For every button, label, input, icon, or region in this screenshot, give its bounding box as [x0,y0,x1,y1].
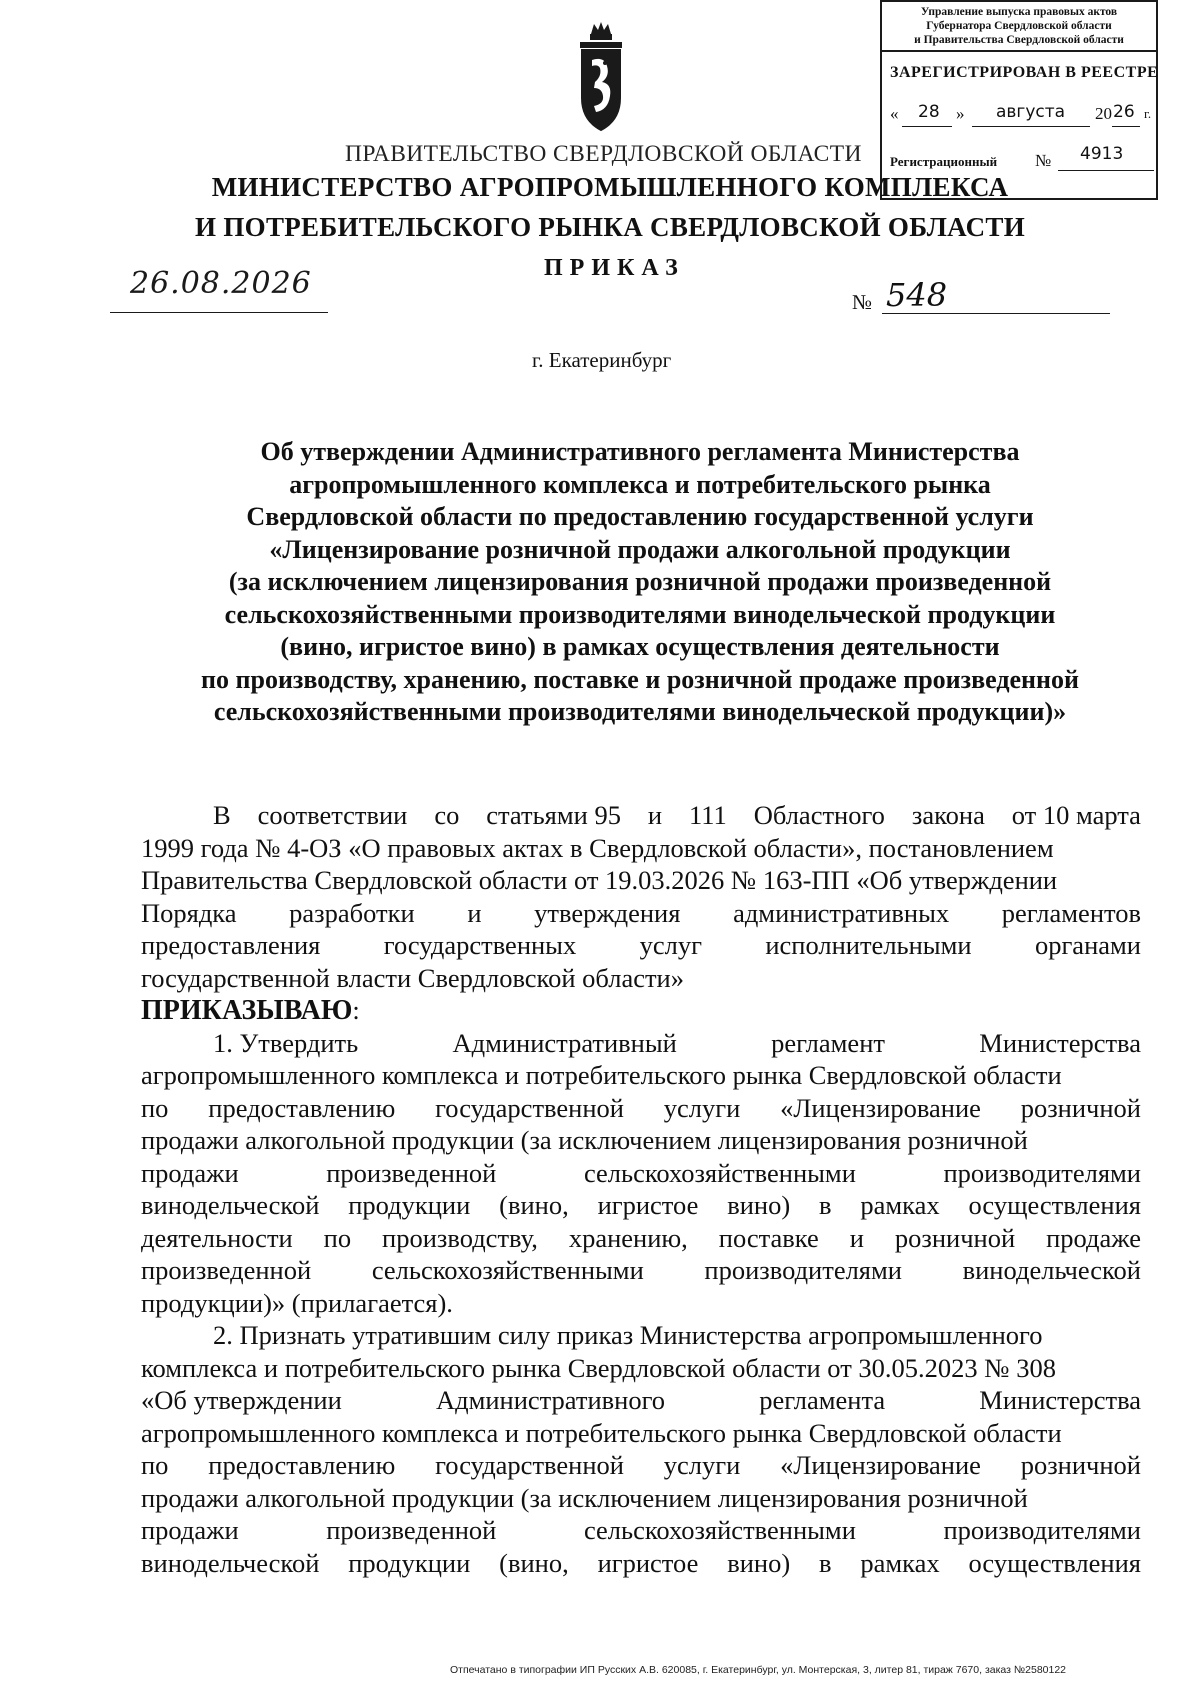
word: игристое [597,1190,699,1220]
word: услуги [663,1450,741,1480]
word: осуществления [968,1190,1141,1220]
word: предоставления [141,930,321,960]
order-word-line [141,994,1141,1027]
stamp-month: августа [996,102,1066,122]
word: Порядка [141,897,237,928]
word: осуществления [968,1547,1141,1578]
order-date: 26.08.2026 [130,266,312,301]
preamble-line [141,897,1141,930]
word: и [467,897,482,928]
stamp-reg-no-sign: № [1035,151,1052,170]
word: розничной [1020,1450,1141,1480]
item2-line [141,1384,1141,1417]
word: сельскохозяйственными [371,1255,644,1285]
item2-line: комплекса и потребительского рынка Свердловской области от 30.05.2023 № 308 [141,1352,1056,1383]
word: и [849,1222,864,1253]
word: «Об утверждении [141,1385,342,1415]
preamble-line [141,929,1141,962]
subject-line: агропромышленного комплекса и потребительского рынка [289,469,991,499]
word: продажи [141,1157,239,1188]
word: сельскохозяйственными [583,1157,856,1188]
word: «Лицензирование [780,1092,981,1123]
word: рамках [860,1547,940,1578]
word: Областного [753,800,885,830]
item2-line [141,1514,1141,1547]
stamp-header-line: и Правительства Свердловской области [914,34,1124,46]
word: регламент [771,1027,885,1058]
stamp-header-line: Губернатора Свердловской области [926,20,1112,32]
subject-line: «Лицензирование розничной продажи алкогольной продукции [269,534,1011,564]
item1-line [141,1157,1141,1190]
order-subject [160,436,1120,729]
preamble-line: государственной власти Свердловской области» [141,962,684,993]
word: от 10 марта [1011,800,1141,830]
item1-line [141,1189,1141,1222]
word: Министерства [979,1027,1141,1058]
order-body [141,799,1141,1579]
word: вино) [727,1547,791,1578]
stamp-day: 28 [918,102,940,122]
word: производству, [382,1222,538,1253]
item1-line [141,1222,1141,1255]
item1-line: продукции)» (прилагается). [141,1287,453,1318]
stamp-title: ЗАРЕГИСТРИРОВАН В РЕЕСТРЕ [890,64,1159,81]
word: предоставлению [208,1092,396,1123]
word: утверждения [534,897,681,928]
stamp-reg-number: 4913 [1080,144,1124,164]
word: по [141,1092,169,1123]
item2-line [141,1449,1141,1482]
word: органами [1034,930,1141,960]
stamp-close-quote: » [956,104,965,123]
order-word: ПРИКАЗЫВАЮ [141,995,353,1026]
word: продукции [348,1190,471,1220]
coat-of-arms-icon [574,20,628,136]
stamp-year-line [1112,126,1140,127]
word: соответствии [257,800,408,830]
subject-line: Об утверждении Административного регламента Министерства [260,437,1020,466]
ministry-name-line2: И ПОТРЕБИТЕЛЬСКОГО РЫНКА СВЕРДЛОВСКОЙ ОБЛАСТИ [194,212,1025,242]
stamp-reg-label: Регистрационный [890,154,998,169]
word: услуги [663,1092,741,1123]
stamp-year-suffix: 26 [1113,102,1135,122]
stamp-day-line [902,126,952,127]
item1-line: агропромышленного комплекса и потребительского рынка Свердловской области [141,1060,1062,1090]
word: и [647,800,663,830]
word: (вино, [499,1190,569,1220]
stamp-header-line: Управление выпуска правовых актов [920,6,1118,18]
word: государственных [383,930,577,960]
word: в [819,1547,832,1578]
word: производителями [943,1157,1141,1188]
item2-line [141,1547,1141,1580]
word: административных [733,897,950,928]
word: производителями [704,1255,902,1285]
stamp-open-quote: « [890,104,899,123]
word: винодельческой [962,1255,1141,1285]
word: предоставлению [208,1450,396,1480]
word: В [213,800,231,830]
word: (вино, [499,1547,569,1578]
word: регламентов [1001,897,1141,928]
preamble-line: Правительства Свердловской области от 19.03.2026 № 163-ПП «Об утверждении [141,865,1058,895]
stamp-date [890,102,1152,132]
word: со [434,800,460,830]
item2-line: агропромышленного комплекса и потребительского рынка Свердловской области [141,1417,1062,1448]
preamble-line [141,799,1141,832]
item1-line [141,1027,1141,1060]
word: в [819,1190,832,1220]
document-type: ПРИКАЗ [544,255,685,281]
word: розничной [1020,1092,1141,1123]
word: производителями [943,1515,1141,1545]
word: Министерства [979,1385,1141,1415]
city: г. Екатеринбург [532,348,672,372]
word: игристое [597,1547,699,1578]
stamp-year-mark: г. [1144,106,1152,121]
registration-stamp [880,0,1158,200]
subject-line: по производству, хранению, поставке и розничной продаже произведенной [201,664,1079,694]
word: Административный [452,1027,677,1058]
word: винодельческой [141,1190,320,1220]
word: продажи [141,1515,239,1545]
item1-line: продажи алкогольной продукции (за исключением лицензирования розничной [141,1125,1028,1155]
word: сельскохозяйственными [583,1515,856,1545]
word: деятельности [141,1222,293,1253]
date-underline [110,312,328,313]
stamp-header [882,2,1156,52]
word: произведенной [141,1255,312,1285]
word: винодельческой [141,1547,320,1578]
order-number: 548 [886,276,948,314]
word: услуг [639,930,702,960]
subject-line: Свердловской области по предоставлению государственной услуги [246,502,1034,531]
item2-line: продажи алкогольной продукции (за исключением лицензирования розничной [141,1482,1028,1513]
subject-line: (вино, игристое вино) в рамках осуществления деятельности [280,632,1000,661]
subject-line: сельскохозяйственными производителями винодельческой продукции)» [213,697,1067,726]
word: разработки [289,897,415,928]
order-colon: : [352,995,360,1025]
print-footer: Отпечатано в типографии ИП Русских А.В. 620085, г. Екатеринбург, ул. Монтерская, 3, литер 81, тираж 7670, заказ №2580122 [450,1664,1067,1676]
word: по [323,1222,352,1253]
word: регламента [759,1385,886,1415]
word: Административного [435,1385,666,1415]
word: статьями 95 [486,800,621,830]
stamp-month-line [972,126,1090,127]
word: исполнительными [765,930,972,960]
word: «Лицензирование [780,1450,981,1480]
word: розничной [894,1222,1016,1253]
word: государственной [435,1450,624,1480]
government-name: ПРАВИТЕЛЬСТВО СВЕРДЛОВСКОЙ ОБЛАСТИ [345,141,862,167]
word: вино) [727,1190,791,1220]
word: закона [911,800,985,830]
word: рамках [860,1190,940,1220]
item2-line: 2. Признать утратившим силу приказ Министерства агропромышленного [213,1320,1043,1350]
subject-line: (за исключением лицензирования розничной продажи произведенной [228,567,1052,596]
word: по [141,1450,169,1480]
word: продаже [1046,1222,1141,1253]
word: 1. Утвердить [213,1027,359,1058]
word: поставке [718,1222,819,1253]
word: государственной [435,1092,624,1123]
word: 111 [689,800,727,830]
item1-line [141,1092,1141,1125]
number-sign: № [852,290,873,314]
word: хранению, [568,1222,688,1253]
number-underline [882,313,1110,314]
word: произведенной [326,1515,497,1545]
stamp-reg-line [1058,170,1154,171]
item1-line [141,1254,1141,1287]
preamble-line: 1999 года № 4-ОЗ «О правовых актах в Свердловской области», постановлением [141,832,1054,863]
word: произведенной [326,1157,497,1188]
ministry-name-line1: МИНИСТЕРСТВО АГРОПРОМЫШЛЕННОГО КОМПЛЕКСА [211,172,1009,202]
word: продукции [348,1547,471,1578]
subject-line: сельскохозяйственными производителями винодельческой продукции [224,599,1056,629]
stamp-year-prefix: 20 [1095,104,1112,123]
